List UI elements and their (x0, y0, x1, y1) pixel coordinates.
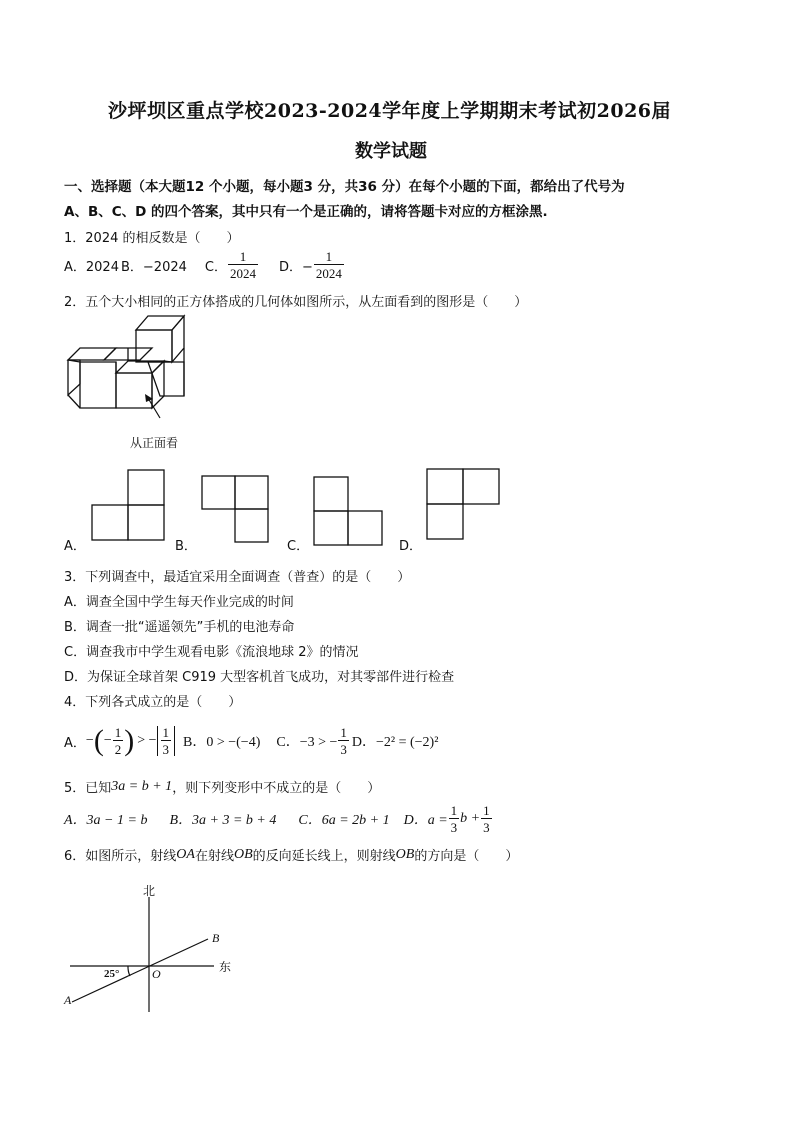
q2-option-c-label: C． (287, 539, 310, 554)
q4-a-inner-minus: − (103, 733, 112, 748)
q1-options (64, 247, 345, 283)
q2-option-b-figure (202, 476, 268, 542)
q3-option-a: A．调查全国中学生每天作业完成的时间 (64, 595, 294, 610)
q4-a-lparen: ( (93, 724, 104, 757)
q1-option-c-label: C． (204, 259, 227, 275)
page-title: 沙坪坝区重点学校2023-2024学年度上学期期末考试初2026届 (108, 100, 672, 122)
angle-arc (128, 966, 130, 976)
q1-c-numerator: 1 (239, 249, 247, 264)
q4-option-b: B．0 > −(−4) (183, 735, 261, 750)
q6-stem-pre: 6．如图所示，射线 (64, 849, 177, 864)
q6-stem-mid1: 在射线 (194, 849, 234, 864)
q1-d-denominator: 2024 (315, 266, 342, 281)
q6-stem-mid2: 的反向延长线上，则射线 (252, 849, 396, 864)
q1-d-numerator: 1 (325, 249, 333, 264)
q2-option-d-label: D． (399, 539, 423, 554)
q2-option-d-figure (427, 469, 499, 539)
q4-a-minus: − (85, 733, 94, 748)
q1-option-d-label: D．− (278, 259, 313, 275)
q2-option-a-figure (92, 470, 164, 540)
q4-a-fraction-2 (161, 726, 172, 756)
q1-option-d-fraction (314, 250, 344, 280)
q4-option-d: D．−2² = (−2)² (351, 735, 439, 750)
q5-option-a: A．3a − 1 = b (64, 813, 148, 828)
q4-a-num1: 1 (114, 725, 122, 740)
q6-stem-post: 的方向是（ ） (414, 849, 519, 864)
cube-top-side (172, 316, 184, 362)
q4-a-num2: 1 (162, 725, 170, 740)
q5-option-b: B．3a + 3 = b + 4 (169, 813, 277, 828)
q6-stem (64, 845, 518, 864)
q4-c-fraction (338, 726, 349, 756)
q2-option-b-label: B． (175, 539, 197, 554)
q2-option-a-label: A． (64, 539, 86, 554)
q5-d-fraction-1 (449, 804, 460, 834)
q2-caption: 从正面看 (130, 436, 179, 450)
q2-option-c-figure (314, 477, 382, 545)
q3-stem: 3．下列调查中，最适宜采用全面调查（普查）的是（ ） (64, 570, 411, 585)
q6-ray-ob-2: OB (395, 846, 415, 862)
q1-option-a: A．2024 (64, 259, 119, 275)
q5-d-num1: 1 (450, 803, 458, 818)
q4-a-abs (157, 726, 176, 756)
cube-back-right (148, 362, 184, 396)
q4-a-fraction-1 (113, 726, 124, 756)
east-label: 东 (219, 960, 232, 974)
q5-stem-post: ，则下列变形中不成立的是（ ） (172, 781, 381, 796)
q5-stem-pre: 5．已知 (64, 781, 112, 796)
cube-left-top (68, 348, 116, 360)
q4-stem: 4．下列各式成立的是（ ） (64, 695, 242, 710)
q4-option-c-label: C．−3 > − (276, 735, 338, 750)
cube-top-face (136, 316, 184, 330)
q5-stem (64, 777, 380, 796)
q5-d-den2: 3 (483, 820, 490, 835)
cube-top-front (136, 330, 172, 362)
q1-option-c-fraction (228, 250, 258, 280)
q4-option-a-label: A． (64, 735, 86, 751)
cube-front-right-top (116, 361, 164, 373)
q4-a-den1: 2 (114, 742, 122, 757)
section-instructions-line2: A、B、C、D 的四个答案，其中只有一个是正确的，请将答题卡对应的方框涂黑. (64, 204, 548, 220)
q1-stem: 1．2024 的相反数是（ ） (64, 231, 240, 246)
q5-options (64, 800, 493, 838)
q5-stem-equation: 3a = b + 1 (111, 778, 173, 794)
q4-a-gt: > − (137, 733, 157, 748)
q1-c-denominator: 2024 (229, 266, 256, 281)
point-a-label: A (64, 993, 72, 1007)
view-arrow-icon (145, 394, 153, 402)
q5-d-fraction-2 (481, 804, 492, 834)
q4-options (64, 720, 438, 762)
q3-option-b: B．调查一批“遥遥领先”手机的电池寿命 (64, 620, 295, 635)
q5-d-den1: 3 (450, 820, 458, 835)
cube-front-left (80, 362, 116, 408)
q3-option-c: C．调查我市中学生观看电影《流浪地球 2》的情况 (64, 645, 359, 660)
q4-c-num: 1 (340, 725, 347, 740)
cube-front-right-front (116, 373, 152, 408)
north-label: 北 (143, 884, 156, 898)
q5-d-num2: 1 (483, 803, 490, 818)
q5-d-mid: b + (460, 811, 481, 826)
page-subtitle: 数学试题 (355, 141, 427, 162)
q4-a-den2: 3 (162, 742, 170, 757)
q3-option-d: D．为保证全球首架 C919 大型客机首飞成功，对其零部件进行检查 (64, 670, 455, 685)
point-o-label: O (152, 967, 161, 981)
angle-label: 25° (104, 968, 120, 980)
q1-option-b: B．−2024 (120, 259, 187, 275)
q5-option-c: C．6a = 2b + 1 (298, 813, 390, 828)
ray-ao-b (72, 939, 208, 1002)
point-b-label: B (212, 931, 220, 945)
q6-ray-ob: OB (233, 846, 253, 862)
q4-c-den: 3 (340, 742, 347, 757)
q6-ray-oa: OA (176, 846, 195, 862)
cube-mid-top (104, 348, 152, 360)
q4-a-rparen: ) (124, 724, 135, 757)
section-instructions-line1: 一、选择题（本大题12 个小题，每小题3 分，共36 分）在每个小题的下面，都给出了代号为 (64, 179, 625, 195)
q2-stem: 2．五个大小相同的正方体搭成的几何体如图所示，从左面看到的图形是（ ） (64, 295, 528, 310)
q5-option-d-label: D．a = (403, 813, 448, 828)
